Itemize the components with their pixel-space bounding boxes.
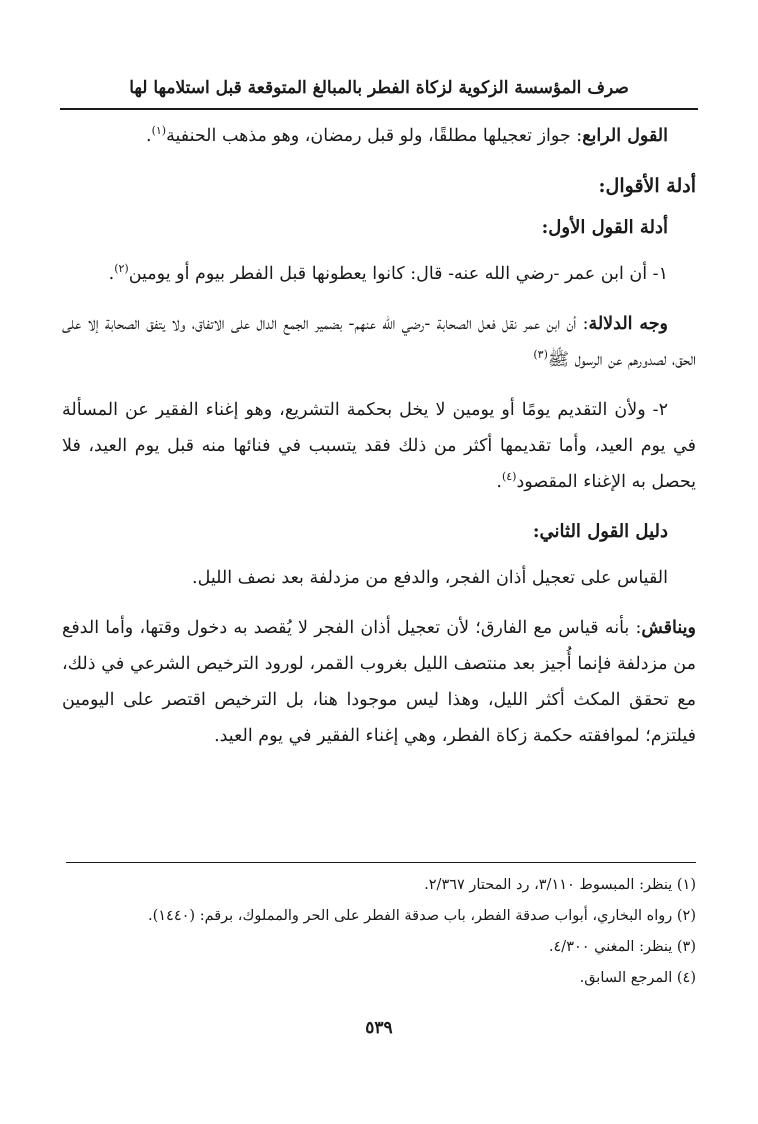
- paragraph-text: ٢- ولأن التقديم يومًا أو يومين لا يخل بحكمة التشريع، وهو إغناء الفقير عن المسألة في يوم العيد، وأما تقديمها أكثر من ذلك فقد يتسبب في فنائها منه قبل يوم العيد، فلا يحصل به الإغناء المقصود: [62, 400, 696, 492]
- term-indication: وجه الدلالة: [588, 314, 668, 334]
- footnote-4: (٤) المرجع السابق.: [579, 970, 696, 986]
- paragraph-end: .: [496, 472, 502, 492]
- subheading-first-opinion: أدلة القول الأول:: [541, 217, 668, 238]
- footnote-1: (١) ينظر: المبسوط ٣/١١٠، رد المحتار ٢/٣٦٧.: [424, 877, 696, 893]
- footnote-rule: [66, 862, 696, 863]
- footnote-2: (٢) رواه البخاري، أبواب صدقة الفطر، باب صدقة الفطر على الحر والمملوك، برقم: (١٤٤٠).: [147, 908, 696, 924]
- page-number: ٥٣٩: [365, 1018, 393, 1038]
- paragraph-evidence-1: [62, 256, 696, 292]
- paragraph-indication: [62, 306, 696, 378]
- paragraph-end: .: [108, 264, 115, 284]
- paragraph-discussion: [62, 610, 696, 754]
- term-discussion: ويناقش: [641, 618, 696, 638]
- body-text: [62, 118, 696, 768]
- paragraph-text: : جواز تعجيلها مطلقًا، ولو قبل رمضان، وهو مذهب الحنفية: [166, 126, 583, 146]
- paragraph-fourth-opinion: [62, 118, 696, 154]
- paragraph-text: ١- أن ابن عمر -رضي الله عنه- قال: كانوا يعطونها قبل الفطر بيوم أو يومين: [128, 264, 668, 284]
- paragraph-text: القياس على تعجيل أذان الفجر، والدفع من مزدلفة بعد نصف الليل.: [192, 568, 668, 588]
- heading-evidence: أدلة الأقوال:: [598, 175, 696, 197]
- footnote-mark: (١): [151, 124, 167, 138]
- footnote-mark: (٤): [501, 470, 517, 484]
- term-fourth-opinion: القول الرابع: [582, 126, 668, 146]
- header-rule: [60, 108, 698, 110]
- footnote-3: (٣) ينظر: المغني ٤/٣٠٠.: [548, 939, 696, 955]
- paragraph-text: : بأنه قياس مع الفارق؛ لأن تعجيل أذان الفجر لا يُقصد به دخول وقتها، وأما الدفع من مزدلفة فإنما أُجيز بعد منتصف الليل بغروب القمر، لورود الترخيص الشرعي في ذلك، مع تحقق المكث أكثر الليل، وهذا ليس موجودا هنا، بل الترخيص اقتصر على اليومين فيلتزم؛ لموافقته حكمة زكاة الفطر، وهي إغناء الفقير في يوم العيد.: [62, 618, 696, 746]
- running-header: صرف المؤسسة الزكوية لزكاة الفطر بالمبالغ المتوقعة قبل استلامها لها: [129, 78, 629, 98]
- paragraph-text: : أن ابن عمر نقل فعل الصحابة -رضي الله عنهم- بضمير الجمع الدال على الاتفاق، ولا يتفق الصحابة إلا على الحق، لصدورهم عن الرسول ﷺ: [62, 314, 696, 370]
- paragraph-analogy: [62, 560, 696, 596]
- paragraph-evidence-2: [62, 392, 696, 500]
- footnote-mark: (٣): [533, 348, 548, 362]
- footnotes: [62, 870, 696, 994]
- subheading-second-opinion: دليل القول الثاني:: [532, 521, 668, 542]
- footnote-mark: (٢): [114, 262, 129, 276]
- paragraph-end: .: [146, 126, 152, 146]
